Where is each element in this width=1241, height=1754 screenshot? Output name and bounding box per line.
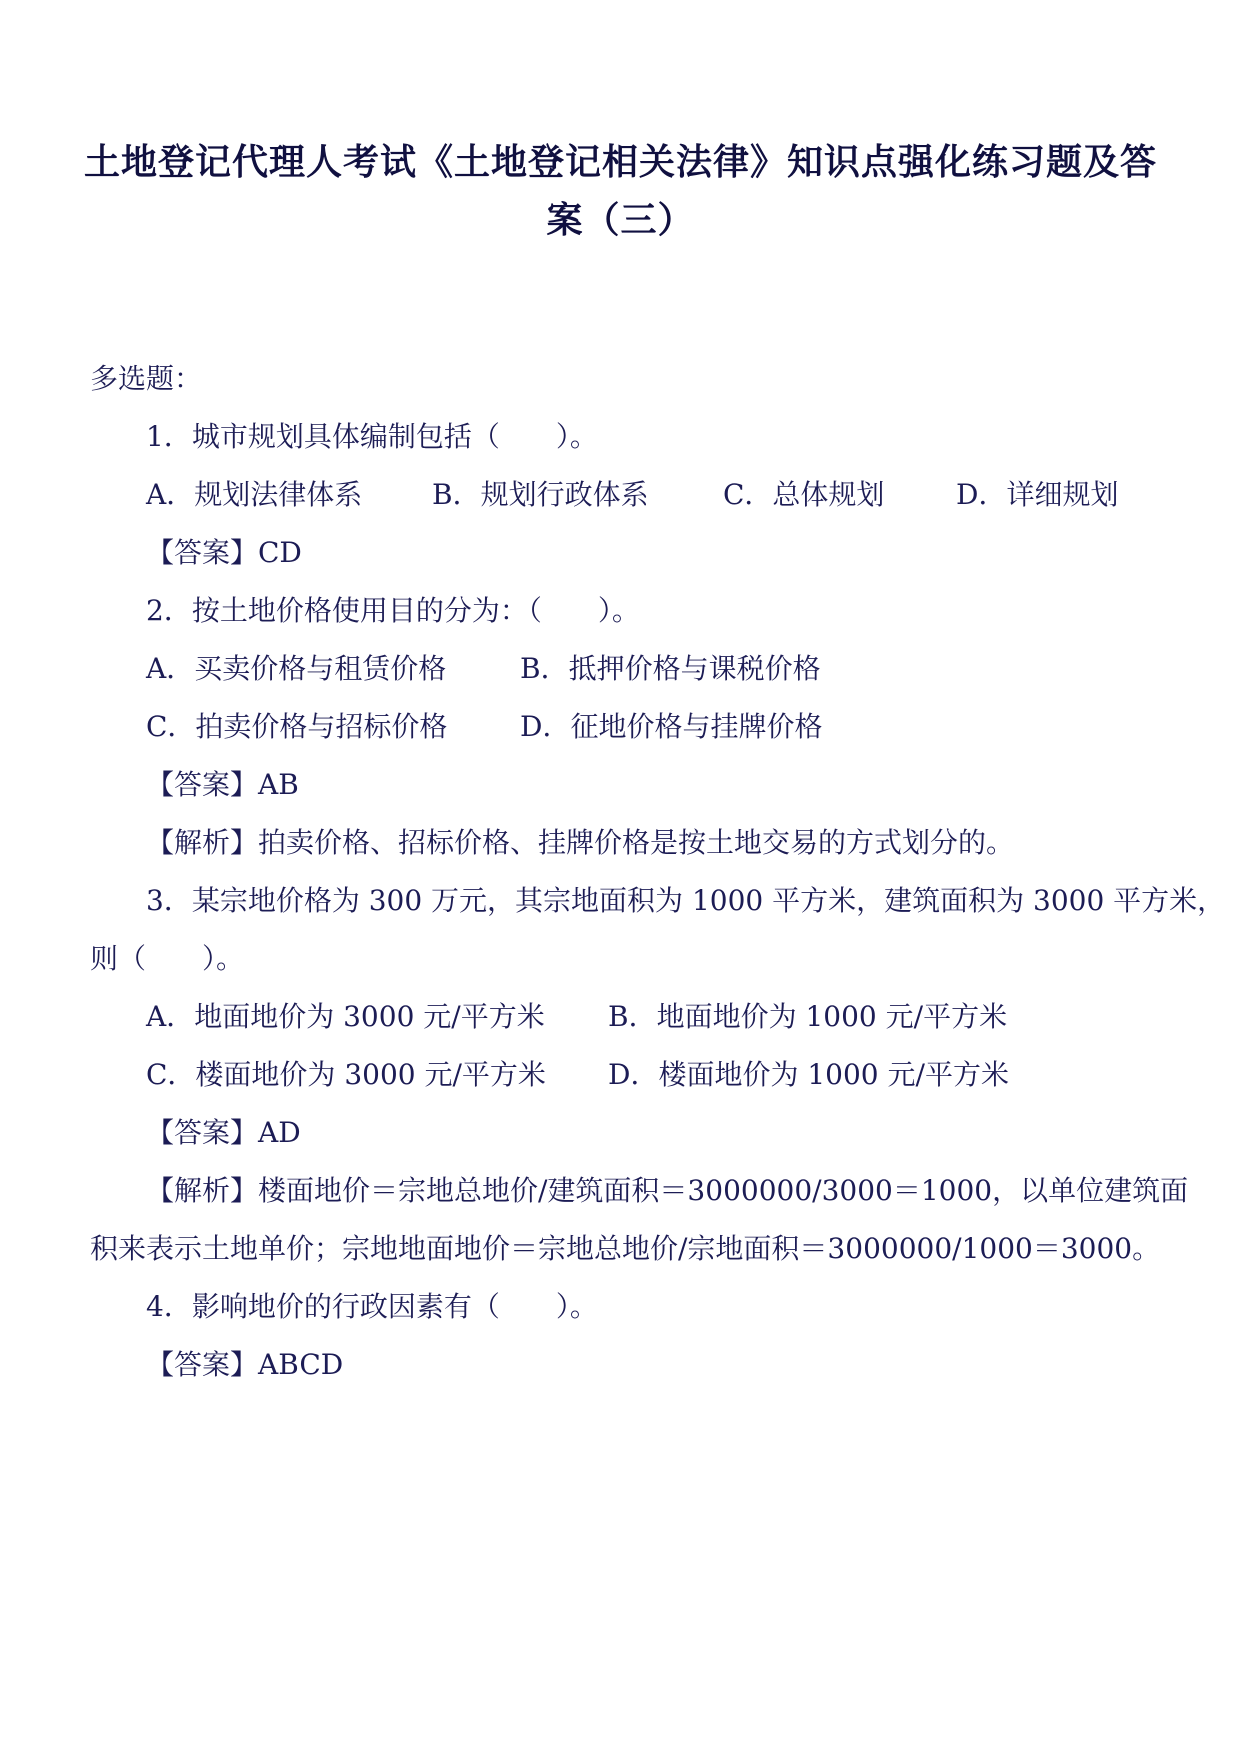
q3-analysis-line-2: 积来表示土地单价；宗地地面地价＝宗地总地价/宗地面积＝3000000/1000＝3000。 [90,1232,1161,1265]
title-line-1: 土地登记代理人考试《土地登记相关法律》知识点强化练习题及答 [83,142,1157,183]
q1-answer: 【答案】CD [146,536,302,569]
q4-stem: 4．影响地价的行政因素有（ ）。 [146,1290,598,1323]
q2-stem: 2．按土地价格使用目的分为：（ ）。 [146,594,640,627]
q3-option-c: C．楼面地价为 3000 元/平方米 [146,1058,546,1091]
section-heading: 多选题： [90,362,203,395]
q3-option-b: B．地面地价为 1000 元/平方米 [608,1000,1008,1033]
q2-option-d: D．征地价格与挂牌价格 [520,710,823,743]
q3-option-d: D．楼面地价为 1000 元/平方米 [608,1058,1009,1091]
q3-analysis-line-1: 【解析】楼面地价＝宗地总地价/建筑面积＝3000000/3000＝1000，以单位建筑面 [146,1174,1189,1207]
q2-answer: 【答案】AB [146,768,299,801]
q1-option-c: C．总体规划 [723,478,885,511]
q2-option-c: C．拍卖价格与招标价格 [146,710,448,743]
title-line-2: 案（三） [546,200,695,241]
q1-stem: 1．城市规划具体编制包括（ ）。 [146,420,598,453]
q3-answer: 【答案】AD [146,1116,301,1149]
q1-option-d: D．详细规划 [956,478,1119,511]
q3-stem-line-1: 3．某宗地价格为 300 万元，其宗地面积为 1000 平方米，建筑面积为 3000 平方米， [146,884,1226,917]
q2-option-a: A．买卖价格与租赁价格 [146,652,447,685]
q1-option-a: A．规划法律体系 [146,478,363,511]
q2-option-b: B．抵押价格与课税价格 [520,652,821,685]
q2-analysis: 【解析】拍卖价格、招标价格、挂牌价格是按土地交易的方式划分的。 [146,826,1015,859]
q4-answer: 【答案】ABCD [146,1348,344,1381]
q3-option-a: A．地面地价为 3000 元/平方米 [146,1000,545,1033]
q3-stem-line-2: 则（ ）。 [90,942,245,975]
q1-option-b: B．规划行政体系 [432,478,649,511]
